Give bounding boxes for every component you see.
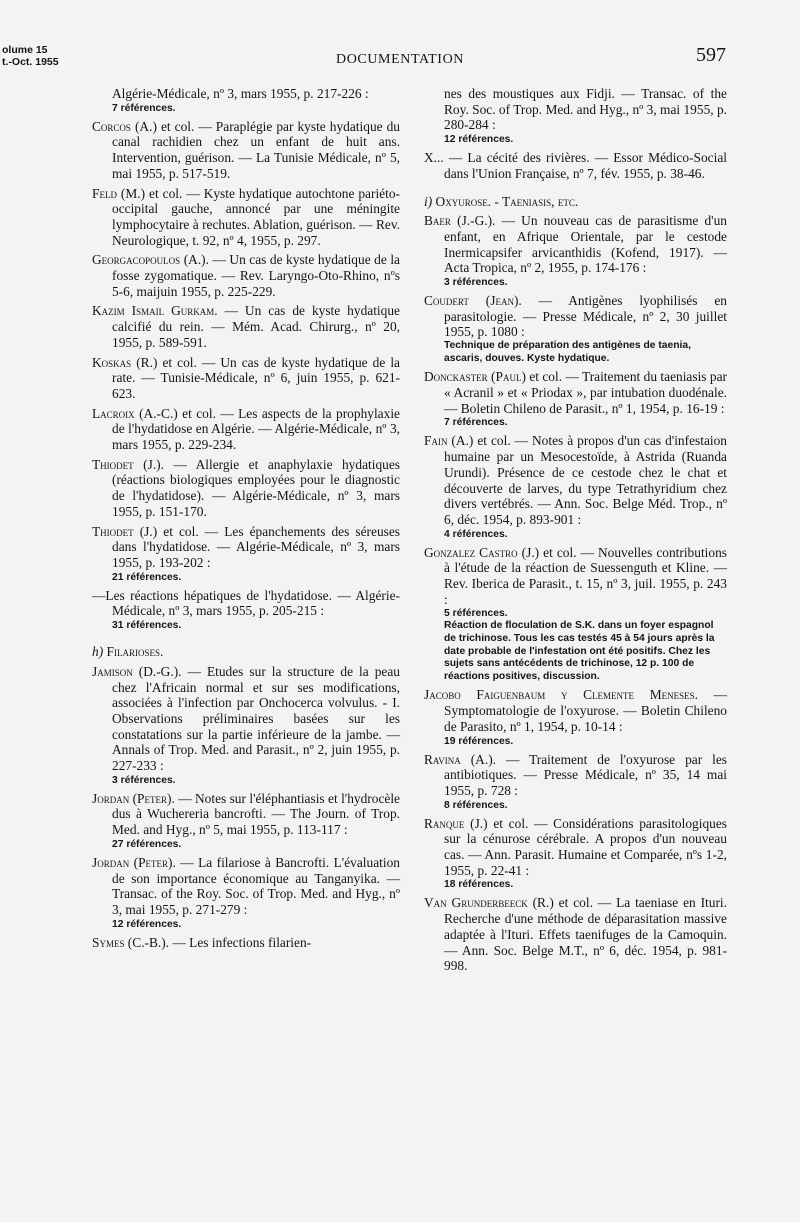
entry-text: — Les infections filarien-	[172, 934, 312, 950]
entry-author: Thiodet (J.).	[92, 456, 174, 472]
bibliography-entry	[92, 406, 400, 453]
entry-text: et col. — Kyste hydatique autochtone pariéto-occipital gauche, annoncé par une méningite lymphocytaire à rechutes. Ablation, guérison. — Rev. Neurologique, t. 92, nº 4, 1955, p. 297.	[112, 185, 401, 248]
entry-text: et col. — Un cas de kyste hydatique de la rate. — Tunisie-Médicale, nº 6, juin 1955, p. 621-623.	[112, 354, 400, 401]
entry-author: Ranque (J.)	[424, 815, 494, 831]
bibliography-entry	[424, 213, 727, 289]
entry-author: Lacroix (A.-C.)	[92, 405, 183, 421]
entry-text: — Traitement de l'oxyurose par les antibiotiques. — Presse Médicale, nº 35, 14 mai 1955, p. 728 :	[444, 751, 727, 798]
bibliography-entry	[92, 588, 400, 632]
entry-text: — La filariose à Bancrofti. L'évaluation de son importance économique au Tanganyika. — Transac. of the Roy. Soc. of Trop. Med. and Hyg., nº 3, mai 1955, p. 271-279 :	[112, 854, 400, 917]
entry-note: Technique de préparation des antigènes de taenia, ascaris, douves. Kyste hydatique.	[444, 340, 691, 364]
reference-count: 3 références.	[112, 774, 176, 786]
bibliography-entry	[92, 935, 400, 951]
reference-count: 12 références.	[444, 134, 514, 146]
entry-text: nes des moustiques aux Fidji. — Transac. of the Roy. Soc. of Trop. Med. and Hyg., nº 3, mai 1955, p. 280-284 :	[444, 86, 728, 133]
entry-text: — Etudes sur la structure de la peau chez l'Africain normal et sur ses modifications, associées à l'infection par Onchocerca volvulus. - I. Observations préliminaires basées sur les constatations sur la partie inférieure de la jambe. — Annals of Trop. Med. and Parasit., nº 2, juin 1955, p. 227-233 :	[112, 663, 400, 774]
reference-count: 3 références.	[444, 277, 508, 289]
bibliography-entry	[424, 816, 727, 892]
entry-text: et col. — Les épanchements des séreuses dans l'hydatidose. — Algérie-Médicale, nº 3, mars 1955, p. 193-202 :	[112, 523, 401, 570]
bibliography-entry	[92, 355, 400, 402]
bibliography-entry	[424, 150, 727, 181]
entry-author: Symes (C.-B.).	[92, 934, 173, 950]
entry-author: Donckaster (Paul)	[424, 369, 530, 385]
bibliography-entry	[424, 433, 727, 540]
entry-text: — Un cas de kyste hydatique calcifié du rein. — Mém. Acad. Chirurg., nº 20, 1955, p. 589-591.	[112, 303, 400, 350]
entry-text: —Les réactions hépatiques de l'hydatidose. — Algérie-Médicale, nº 3, mars 1955, p. 205-215 :	[92, 587, 400, 619]
section-heading	[424, 194, 727, 210]
entry-author: Corcos (A.)	[92, 118, 161, 134]
entry-author: Jordan (Peter).	[92, 854, 181, 870]
entry-author: X...	[424, 150, 449, 166]
bibliography-entry	[92, 855, 400, 931]
bibliography-entry	[92, 303, 400, 350]
entry-continuation	[424, 86, 727, 146]
entry-author: Jacobo Faiguenbaum y Clemente Meneses.	[424, 687, 714, 703]
section-letter: i)	[424, 193, 436, 209]
entry-text: et col. — Nouvelles contributions à l'étude de la réaction de Suessenguth et Kline. — Rev. Iberica de Parasit., t. 15, nº 3, juil. 1955, p. 243 :	[444, 544, 727, 607]
entry-author: Ravina (A.).	[424, 751, 506, 767]
entry-text: — Allergie et anaphylaxie hydatiques (réactions biologiques employées pour le diagnostic de l'hydatidose). — Algérie-Médicale, nº 3, mars 1955, p. 151-170.	[112, 456, 400, 519]
entry-author: Koskas (R.)	[92, 354, 163, 370]
reference-count: 12 références.	[112, 918, 182, 930]
reference-count: 7 références.	[112, 102, 176, 114]
reference-count: 4 références.	[444, 528, 508, 540]
reference-count: 21 références.	[112, 571, 182, 583]
entry-text: — Notes sur l'éléphantiasis et l'hydrocèle dus à Wuchereria bancrofti. — The Journ. of Trop. Med. and Hyg., nº 5, mai 1955, p. 113-117 :	[112, 790, 401, 838]
volume-label: olume 15	[2, 44, 48, 56]
entry-text: et col. — Traitement du taeniasis par « Acranil » et « Priodax », par intubation duodénale. — Boletin Chileno de Parasit., nº 1, 1954, p. 16-19 :	[444, 369, 727, 416]
reference-count: 7 références.	[444, 417, 508, 429]
entry-text: et col. — Les aspects de la prophylaxie de l'hydatidose en Algérie. — Algérie-Médicale, nº 3, mars 1955, p. 229-234.	[112, 405, 400, 453]
reference-count: 19 références.	[444, 735, 514, 747]
entry-author: Thiodet (J.)	[92, 523, 164, 539]
entry-author: Baer (J.-G.).	[424, 213, 502, 229]
reference-count: 31 références.	[112, 620, 182, 632]
entry-author: Van Grunderbeeck (R.)	[424, 895, 559, 911]
running-title: DOCUMENTATION	[335, 52, 464, 67]
bibliography-entry	[424, 293, 727, 365]
section-letter: h)	[92, 644, 107, 660]
entry-continuation	[92, 86, 400, 115]
bibliography-entry	[424, 369, 727, 429]
entry-author: Feld (M.)	[92, 185, 150, 201]
reference-count: 18 références.	[444, 879, 514, 891]
entry-author: Jordan (Peter).	[92, 790, 179, 806]
right-column	[424, 86, 727, 978]
entry-text: et col. — Considérations parasitologiques sur la cénurose cérébrale. A propos d'un nouveau cas. — Ann. Parasit. Humaine et Comparée, nºs 1-2, 1955, p. 22-41 :	[444, 815, 727, 878]
reference-count: 8 références.	[444, 799, 508, 811]
entry-text: — Antigènes lyophilisés en parasitologie. — Presse Médicale, nº 2, 30 juillet 1955, p. 1080 :	[444, 293, 727, 340]
entry-text: — La cécité des rivières. — Essor Médico-Social dans l'Union Française, nº 7, fév. 1955, p. 38-46.	[444, 150, 727, 181]
bibliography-entry	[92, 664, 400, 787]
entry-text: et col. — La taeniase en Ituri. Recherche d'une méthode de déparasitation massive adaptée à l'Ituri. Effets taenifuges de la Camoquin. — Ann. Soc. Belge M.T., nº 6, déc. 1954, p. 981-998.	[444, 895, 727, 974]
bibliography-entry	[424, 752, 727, 812]
bibliography-entry	[92, 791, 400, 851]
bibliography-entry	[92, 457, 400, 520]
entry-author: Georgacopoulos (A.).	[92, 252, 213, 268]
entry-author: Coudert (Jean).	[424, 293, 539, 309]
section-heading	[92, 644, 400, 660]
entry-note: Réaction de floculation de S.K. dans un foyer espagnol de trichinose. Tous les cas testés 45 à 54 jours après la date probable de l'infestation ont été positifs. Chez les sujets sans antécédents de trichinose, 12 p. 100 de réactions positives, discussion.	[444, 620, 715, 682]
entry-author: Gonzalez Castro (J.)	[424, 544, 544, 560]
entry-author: Kazim Ismail Gurkam.	[92, 303, 225, 319]
entry-text: — Un nouveau cas de parasitisme d'un enfant, en Afrique Orientale, par le cestode Inermicapsifer arvicanthidis (Kofend, 1917). — Acta Tropica, nº 2, 1955, p. 174-176 :	[444, 213, 727, 276]
bibliography-entry	[92, 186, 400, 249]
entry-text: — Symptomatologie de l'oxyurose. — Boletin Chileno de Parasito, nº 1, 1954, p. 10-14 :	[444, 687, 727, 734]
left-column	[92, 86, 400, 954]
bibliography-entry	[92, 119, 400, 182]
entry-text: — Un cas de kyste hydatique de la fosse zygomatique. — Rev. Laryngo-Oto-Rhino, nºs 5-6, maijuin 1955, p. 225-229.	[112, 252, 400, 299]
bibliography-entry	[424, 687, 727, 747]
bibliography-entry	[424, 545, 727, 684]
reference-count: 27 références.	[112, 838, 182, 850]
entry-author: Jamison (D.-G.).	[92, 663, 188, 679]
issue-date: t.-Oct. 1955	[2, 56, 59, 68]
page-number: 597	[696, 44, 726, 66]
bibliography-entry	[92, 524, 400, 584]
section-name: Filarioses.	[106, 644, 164, 660]
entry-author: Fain (A.)	[424, 433, 478, 449]
bibliography-entry	[92, 252, 400, 299]
bibliography-entry	[424, 895, 727, 974]
entry-text: Algérie-Médicale, nº 3, mars 1955, p. 217-226 :	[112, 86, 369, 101]
reference-count: 5 références.	[444, 608, 508, 620]
entry-text: et col. — Notes à propos d'un cas d'infestaion humaine par un Mesocestoïde, à Astrida (Ruanda Urundi). Présence de ce cestode chez le chat et découverte de larves, du type Tetrathyridium chez divers vertébrés. — Ann. Soc. Belge Méd. Trop., nº 6, déc. 1954, p. 893-901 :	[444, 433, 728, 527]
entry-text: et col. — Paraplégie par kyste hydatique du canal rachidien chez un enfant de huit ans. Intervention, guérison. — La Tunisie Médicale, nº 5, mai 1955, p. 517-519.	[112, 118, 401, 181]
section-name: Oxyurose. - Taeniasis, etc.	[435, 193, 579, 209]
